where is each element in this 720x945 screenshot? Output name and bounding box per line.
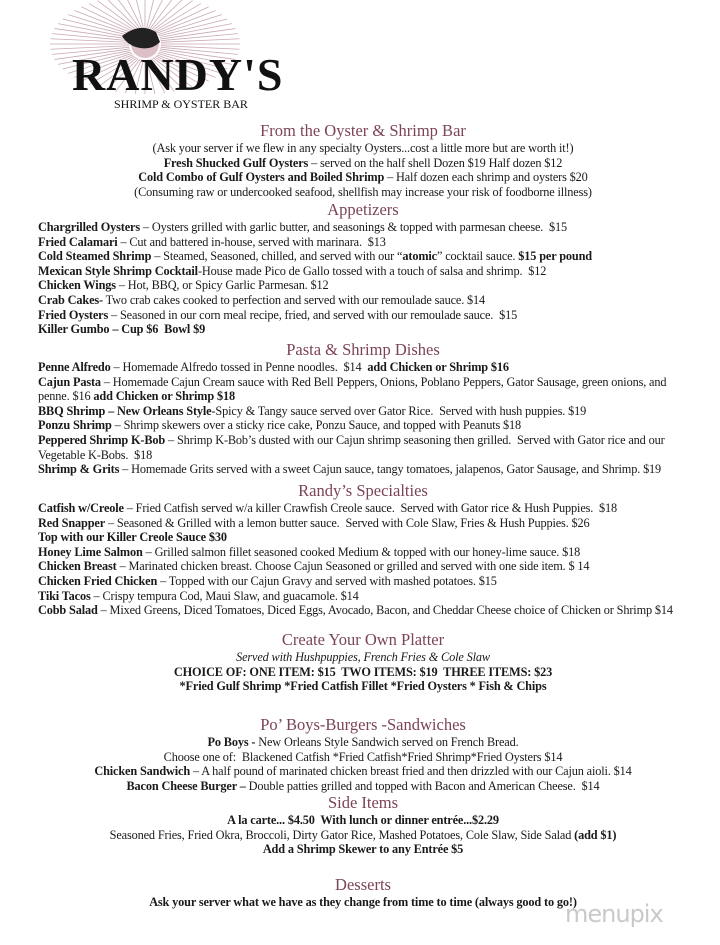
menu-item-name: Mexican Style Shrimp Cocktail: [38, 263, 198, 278]
menu-item: [38, 462, 688, 477]
section-heading: Create Your Own Platter: [281, 630, 445, 649]
menu-item-text: – Seasoned in our corn meal recipe, fried, and served with our remoulade sauce. $15: [108, 307, 518, 322]
section-heading: Side Items: [327, 793, 399, 812]
menu-item: [38, 308, 688, 323]
menu-item-name: Bacon Cheese Burger –: [126, 778, 246, 793]
menu-item-name: add Chicken or Shrimp $18: [93, 389, 235, 404]
menu-item-name: Chicken Sandwich: [94, 764, 191, 779]
section-heading: Randy’s Specialties: [298, 481, 428, 500]
menu-item-name: Po Boys -: [207, 735, 256, 749]
menu-item-text: Double patties grilled and topped with Bacon and American Cheese. $14: [245, 778, 600, 793]
menu-item: [38, 360, 688, 375]
menu-item-name: Red Snapper: [38, 515, 106, 530]
menu-item: [38, 559, 688, 574]
menu-item-text: – Fried Catfish served w/a killer Crawfish Creole sauce. Served with Gator rice & Hush Puppies. $18: [123, 501, 618, 515]
svg-text:RANDY'S: RANDY'S: [72, 49, 284, 100]
menu-item: [38, 375, 688, 404]
menu-item-name: Cajun Pasta: [38, 374, 101, 389]
menu-item: [38, 170, 688, 185]
menu-item: [38, 603, 688, 618]
menu-item-text: – Homemade Grits served with a sweet Cajun sauce, tangy tomatoes, jalapenos, Gator Sausage, and Shrimp. $19: [119, 462, 662, 477]
menu-item-text: – Half dozen each shrimp and oysters $20: [384, 170, 588, 185]
menu-item-text: Served with Hushpuppies, French Fries & Cole Slaw: [236, 650, 490, 664]
menu-item-name: Fresh Shucked Gulf Oysters: [163, 155, 309, 170]
menu-item-name: *Fried Gulf Shrimp *Fried Catfish Fillet *Fried Oysters * Fish & Chips: [179, 679, 547, 694]
menu-item-text: Choose one of: Blackened Catfish *Fried Catfish*Fried Shrimp*Fried Oysters $14: [163, 749, 563, 764]
section-heading: Pasta & Shrimp Dishes: [286, 340, 440, 359]
menu-item: [38, 828, 688, 843]
menu-item: [38, 501, 688, 516]
menu-item-text: – Shrimp K-Bob’s dusted with our Cajun shrimp seasoning then grilled. Served with Gator rice and our Vegetable K-Bobs. $18: [38, 432, 668, 462]
menu-item-text: New Orleans Style Sandwich served on French Bread.: [255, 735, 519, 749]
menu-item-text: ” cocktail sauce.: [437, 249, 519, 264]
menu-item: [38, 293, 688, 308]
menu-item-name: Fried Oysters: [38, 307, 109, 322]
menu-item: [38, 185, 688, 200]
menu-item: [38, 779, 688, 794]
menu-item: [38, 764, 688, 779]
section-side-items: [38, 793, 688, 857]
menu-item-name: $15 per pound: [518, 249, 592, 264]
menu-item-name: Chicken Wings: [38, 278, 116, 293]
menu-item: [38, 278, 688, 293]
menu-item-name: add Chicken or Shrimp $16: [367, 360, 509, 374]
menu-item-text: -Spicy & Tangy sauce served over Gator Rice. Served with hush puppies. $19: [211, 403, 587, 418]
menu-item-name: Cobb Salad: [38, 603, 98, 618]
menu-item-name: Peppered Shrimp K-Bob: [38, 432, 166, 447]
menu-item: [38, 574, 688, 589]
menu-item-text: (Consuming raw or undercooked seafood, shellfish may increase your risk of foodborne illness): [134, 184, 592, 199]
menu-item-name: Chicken Breast: [38, 559, 117, 574]
menu-item: [38, 141, 688, 156]
menu-item-name: BBQ Shrimp – New Orleans Style: [38, 403, 212, 418]
menu-item: [38, 813, 688, 828]
section-heading: Appetizers: [327, 200, 399, 219]
menu-item: [38, 665, 688, 680]
menu-item: [38, 156, 688, 171]
menu-item-name: Killer Gumbo – Cup $6 Bowl $9: [38, 322, 206, 337]
menu-item: [38, 735, 688, 750]
menu-item-name: Tiki Tacos: [38, 588, 91, 603]
menu-item-name: Crab Cakes-: [38, 292, 103, 307]
menu-item-name: Chicken Fried Chicken: [38, 573, 158, 588]
menupix-watermark: menupix: [565, 900, 663, 928]
section-heading: Po’ Boys-Burgers -Sandwiches: [260, 715, 466, 734]
menu-item-name: Cold Combo of Gulf Oysters and Boiled Shrimp: [138, 170, 385, 185]
menu-item-text: – Homemade Alfredo tossed in Penne noodles. $14: [110, 360, 368, 374]
menu-item-name: Honey Lime Salmon: [38, 544, 143, 559]
menu-item-text: – Seasoned & Grilled with a lemon butter sauce. Served with Cole Slaw, Fries & Hush Puppies. $26: [105, 515, 590, 530]
section-platter: [38, 630, 688, 694]
randys-logo: [30, 2, 284, 114]
menu-item: [38, 589, 688, 604]
menu-item: [38, 322, 688, 337]
menu-item-name: CHOICE OF: ONE ITEM: $15 TWO ITEMS: $19 THREE ITEMS: $23: [173, 664, 553, 679]
menu-item: [38, 235, 688, 250]
menu-item-text: (Ask your server if we flew in any specialty Oysters...cost a little more but are worth it!): [152, 141, 574, 155]
section-heading: From the Oyster & Shrimp Bar: [260, 121, 466, 140]
menu-item-text: – Oysters grilled with garlic butter, and seasonings & topped with parmesan cheese. $15: [140, 220, 568, 234]
menu-item-name: atomic: [402, 249, 437, 264]
menu-item-name: (add $1): [574, 827, 617, 842]
menu-item: [38, 249, 688, 264]
menu-item-name: Add a Shrimp Skewer to any Entrée $5: [262, 842, 464, 857]
menu-item: [38, 545, 688, 560]
menu-item-name: Top with our Killer Creole Sauce $30: [38, 530, 227, 545]
section-po-boys: [38, 715, 688, 793]
menu-item: [38, 418, 688, 433]
menu-item: [38, 516, 688, 531]
menu-item-name: Catfish w/Creole: [38, 501, 124, 515]
section-appetizers: [38, 200, 688, 337]
menu-item: [38, 264, 688, 279]
menu-item-name: Penne Alfredo: [38, 360, 111, 374]
svg-text:SHRIMP & OYSTER BAR: SHRIMP & OYSTER BAR: [114, 97, 248, 111]
menu-item-text: – Topped with our Cajun Gravy and served with mashed potatoes. $15: [157, 573, 497, 588]
section-specialties: [38, 481, 688, 618]
menu-item-text: – Cut and battered in-house, served with marinara. $13: [117, 234, 386, 249]
menu-item-text: – A half pound of marinated chicken breast fried and then drizzled with our Cajun aioli. $14: [190, 764, 632, 779]
section-heading: Desserts: [335, 875, 391, 894]
menu-item: [38, 530, 688, 545]
menu-item-name: Cold Steamed Shrimp: [38, 249, 152, 264]
menu-item-name: Chargrilled Oysters: [38, 220, 140, 234]
menu-item-name: Ponzu Shrimp: [38, 418, 112, 433]
section-oyster-bar: [38, 121, 688, 199]
menu-item: [38, 750, 688, 765]
menu-item-text: – Hot, BBQ, or Spicy Garlic Parmesan. $12: [115, 278, 329, 293]
menu-item-text: -House made Pico de Gallo tossed with a touch of salsa and shrimp. $12: [197, 263, 547, 278]
section-pasta-shrimp: [38, 340, 688, 477]
menu-item-name: Fried Calamari: [38, 234, 118, 249]
menu-item-text: – Steamed, Seasoned, chilled, and served with our “: [151, 249, 403, 264]
menu-item-text: – served on the half shell Dozen $19 Half dozen $12: [308, 155, 563, 170]
menu-item-name: A la carte... $4.50 With lunch or dinner entrée...$2.29: [227, 813, 499, 827]
menu-item: [38, 220, 688, 235]
menu-item-name: Ask your server what we have as they change from time to time (always good to go!): [149, 895, 577, 909]
menu-item-text: Two crab cakes cooked to perfection and served with our remoulade sauce. $14: [102, 292, 486, 307]
menu-item-text: Seasoned Fries, Fried Okra, Broccoli, Dirty Gator Rice, Mashed Potatoes, Cole Slaw, Side Salad: [109, 827, 575, 842]
menu-item: [38, 679, 688, 694]
menu-item-name: Shrimp & Grits: [38, 462, 120, 477]
menu-item: [38, 433, 688, 462]
menu-item-text: – Grilled salmon fillet seasoned cooked Medium & topped with our honey-lime sauce. $18: [142, 544, 581, 559]
menu-item: [38, 650, 688, 665]
menu-item-text: – Shrimp skewers over a sticky rice cake, Ponzu Sauce, and topped with Peanuts $18: [111, 418, 522, 433]
menu-item-text: – Homemade Cajun Cream sauce with Red Bell Peppers, Onions, Poblano Peppers, Gator Sausage, green onions, and penne. $16: [38, 374, 670, 404]
menu-item-text: – Marinated chicken breast. Choose Cajun Seasoned or grilled and served with one side item. $ 14: [116, 559, 590, 574]
menu-item: [38, 404, 688, 419]
menu-item: [38, 842, 688, 857]
menu-item-text: – Mixed Greens, Diced Tomatoes, Diced Eggs, Avocado, Bacon, and Cheddar Cheese choice of Chicken or Shrimp $14: [97, 603, 673, 618]
menu-item-text: – Crispy tempura Cod, Maui Slaw, and guacamole. $14: [90, 588, 359, 603]
